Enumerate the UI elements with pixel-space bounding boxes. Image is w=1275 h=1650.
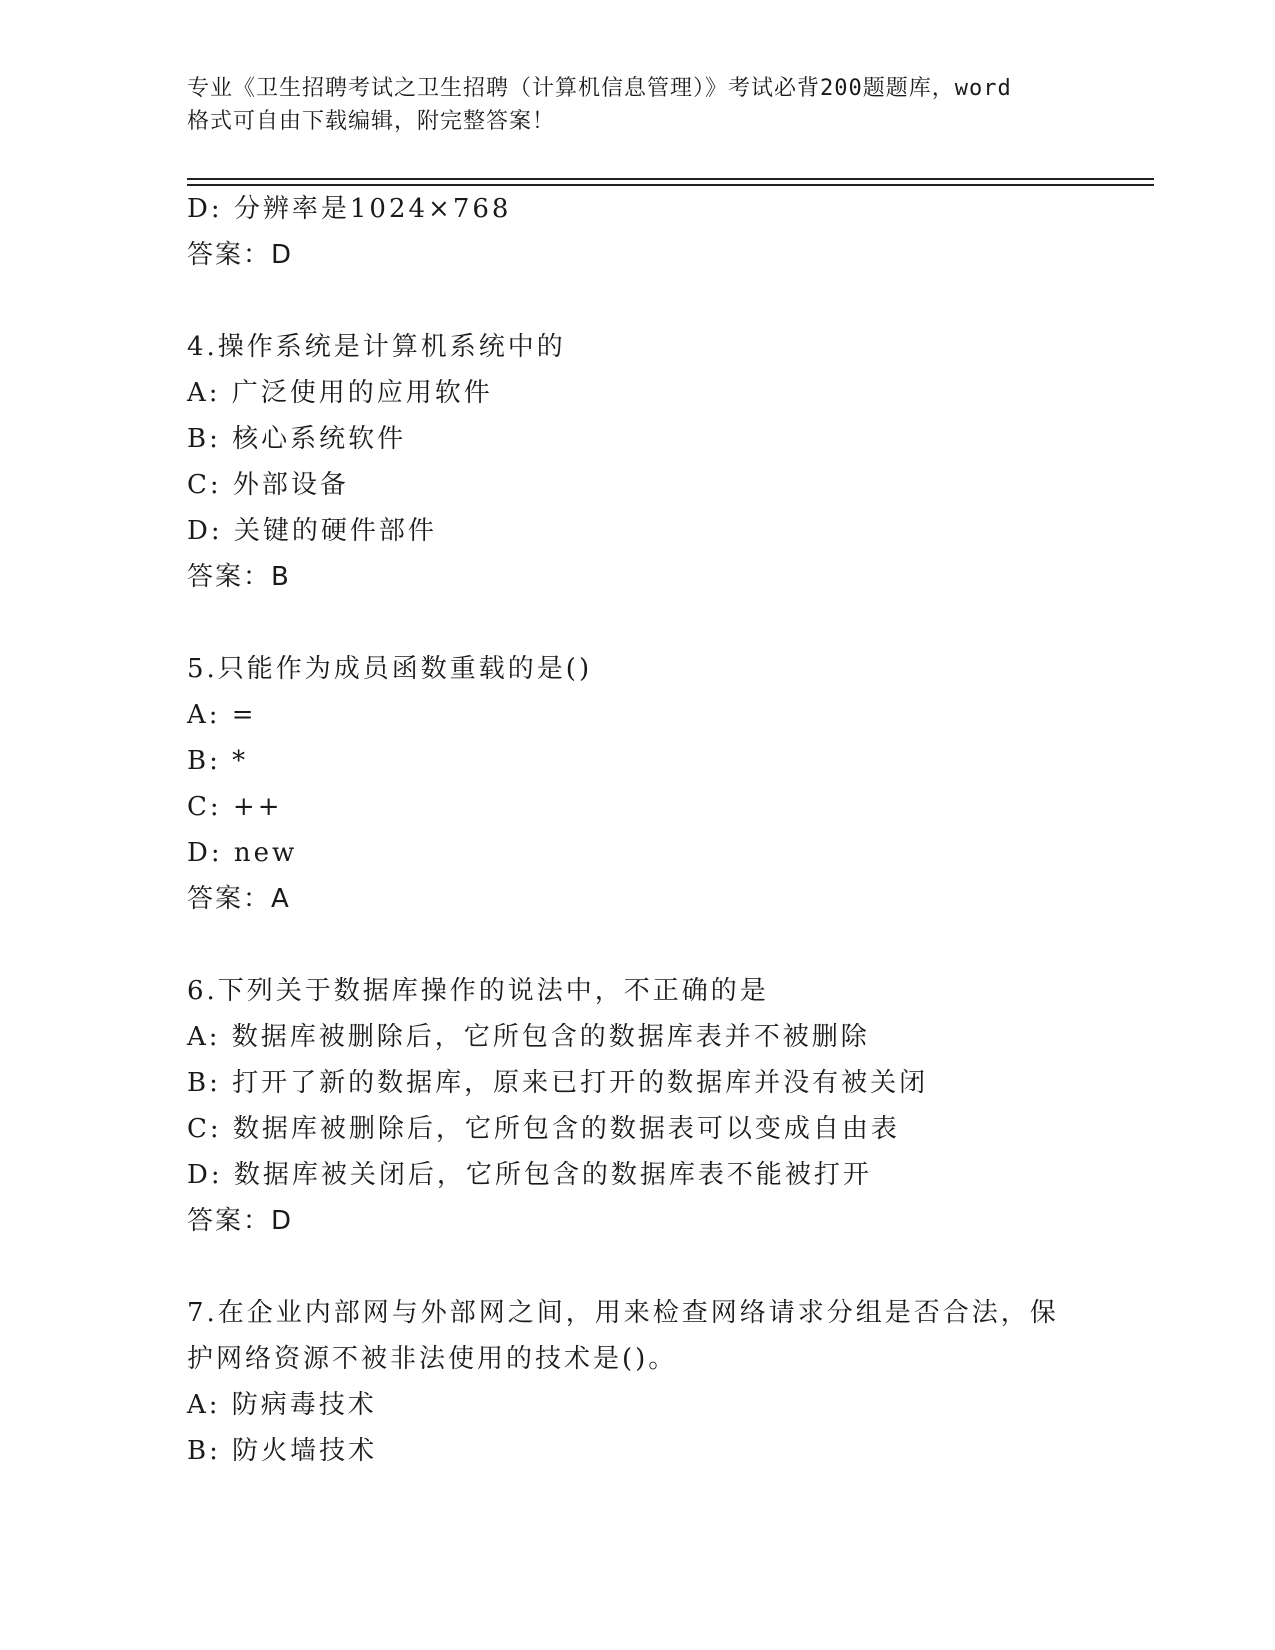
answer-label: 答案：D [187,1206,294,1236]
question-text: 6.下列关于数据库操作的说法中，不正确的是 [187,976,769,1006]
question-text-line-1: 7.在企业内部网与外部网之间，用来检查网络请求分组是否合法，保 [187,1298,1059,1328]
answer-label: 答案：A [187,884,291,914]
option-c: C: 外部设备 [187,470,349,500]
question-block-5 [187,646,1087,922]
question-block-4 [187,324,1087,600]
question-block-7 [187,1290,1087,1474]
question-text: 5.只能作为成员函数重载的是() [187,654,593,684]
option-d: D: new [187,838,298,868]
option-a: A: 数据库被删除后，它所包含的数据库表并不被删除 [187,1022,870,1052]
option-a: A: 广泛使用的应用软件 [187,378,493,408]
answer-label: 答案：B [187,562,291,592]
header-line-2: 格式可自由下载编辑，附完整答案！ [187,109,556,134]
question-list [187,186,1087,1474]
header-rule-top [187,178,1154,180]
option-b: B: 打开了新的数据库，原来已打开的数据库并没有被关闭 [187,1068,929,1098]
option-c: C: 数据库被删除后，它所包含的数据表可以变成自由表 [187,1114,900,1144]
option-b: B: * [187,746,249,776]
question-text: 4.操作系统是计算机系统中的 [187,332,566,362]
option-d: D: 关键的硬件部件 [187,516,437,546]
option-d: D: 数据库被关闭后，它所包含的数据库表不能被打开 [187,1160,872,1190]
option-b: B: 核心系统软件 [187,424,407,454]
option-b: B: 防火墙技术 [187,1436,378,1466]
answer-label: 答案：D [187,240,294,270]
option-a: A: = [187,700,257,730]
header-line-1: 专业《卫生招聘考试之卫生招聘（计算机信息管理）》考试必背200题题库，word [187,76,1012,101]
question-block-prev [187,186,1087,278]
document-header [187,72,1107,138]
option-c: C: ++ [187,792,283,822]
option-d: D: 分辨率是1024×768 [187,194,512,224]
question-block-6 [187,968,1087,1244]
question-text-line-2: 护网络资源不被非法使用的技术是()。 [187,1344,678,1374]
option-a: A: 防病毒技术 [187,1390,377,1420]
